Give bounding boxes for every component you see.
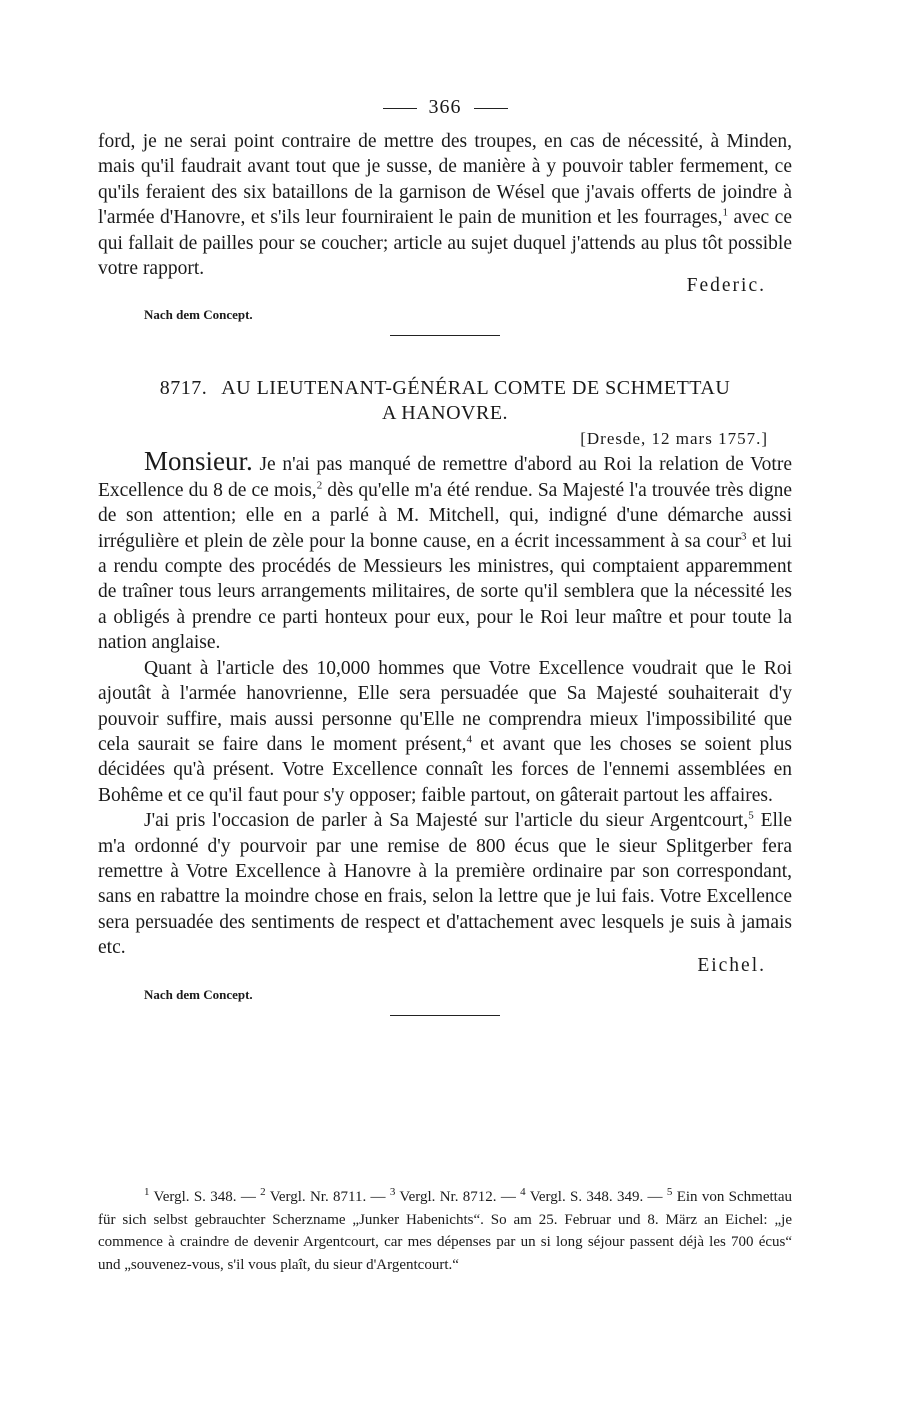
letter1-signature-row xyxy=(98,275,792,303)
paragraph-text: Elle m'a ordonné d'y pourvoir par une remise de 800 écus que le sieur Splitgerber fera remettre à Votre Excellence à Hanovre à la première ordinaire par son correspondant, sans en rabattre la moindre chose en frais, selon la lettre que je lui fais. Votre Excellence sera persuadée des sentiments de respect et d'attachement avec lesquels je suis à jamais etc. xyxy=(98,810,792,959)
footnote-text-3: Vergl. Nr. 8712. — xyxy=(395,1189,521,1205)
letter2-paragraph-1 xyxy=(98,446,792,655)
letter2-paragraph-3 xyxy=(98,808,792,960)
footnote-divider xyxy=(390,1015,500,1016)
page-number-dash-right xyxy=(474,108,508,109)
footnote-ref-1: 1 xyxy=(722,206,728,219)
footnote-ref-5: 5 xyxy=(748,809,754,822)
footnote-mark-2: 2 xyxy=(260,1186,266,1198)
letter2-heading-line2: A HANOVRE. xyxy=(381,402,509,425)
footnote-block xyxy=(98,1186,792,1276)
footnote-ref-3: 3 xyxy=(740,530,747,543)
letter2-paragraph-2 xyxy=(98,656,792,808)
document-number: 8717. xyxy=(159,377,208,400)
paragraph-text: et avant que les choses se soient plus décidées qu'à présent. Votre Excellence connaît les forces de l'ennemi assemblées en Bohême et ce qu'il faut pour s'y opposer; faible partout, on gâterait partout les affaires. xyxy=(98,733,792,806)
footnote-mark-4: 4 xyxy=(520,1186,526,1198)
paragraph-text: Quant à l'article des 10,000 hommes que Votre Excellence voudrait que le Roi ajoutât à l'armée hanovrienne, Elle sera persuadée que Sa Majesté souhaiterait d'y pouvoir suffire, mais aussi personne qu'Elle ne comprendra mieux l'impossibilité que cela saurait se faire dans le moment présent, xyxy=(98,657,792,755)
letter2-heading xyxy=(98,376,792,426)
letter1-text: ford, je ne serai point contraire de mettre des troupes, en cas de nécessité, à Minden, mais qu'il faudrait avant tout que je susse, de manière à y pouvoir tabler fermement, ce qu'ils feraient des six bataillons de la garnison de Wésel que j'avais offerts de joindre à l'armée d'Hanovre, et s'ils leur fourniraient le pain de munition et les fourrages, xyxy=(98,131,792,229)
page-number: 366 xyxy=(428,96,462,118)
footnote-mark-3: 3 xyxy=(389,1186,396,1198)
paragraph-text: dès qu'elle m'a été rendue. Sa Majesté l'a trouvée très digne de son attention; elle en a parlé à M. Mitchell, qui, indigné d'une démarche aussi irrégulière et plein de zèle pour la bonne cause, en a écrit incessamment à sa cour xyxy=(98,479,792,552)
footnotes xyxy=(98,1186,792,1276)
page-number-line xyxy=(98,96,792,119)
footnote-mark-1: 1 xyxy=(144,1186,150,1198)
letter1-signature: Federic. xyxy=(686,275,766,297)
salutation: Monsieur. xyxy=(144,446,253,477)
footnote-text-5: Ein von Schmettau für sich selbst gebrauchter Scherzname „Junker Habenichts“. So am 25. Februar und 8. März an Eichel: „je commence à craindre de devenir Argentcourt, car mes dépenses par un si long séjour passent déjà les 700 écus“ und „souvenez-vous, s'il vous plaît, du sieur d'Argentcourt.“ xyxy=(98,1189,792,1273)
footnote-text-2: Vergl. Nr. 8711. — xyxy=(265,1189,390,1205)
footnote-text-4: Vergl. S. 348. 349. — xyxy=(525,1189,667,1205)
letter2-addressee: AU LIEUTENANT-GÉNÉRAL COMTE DE SCHMETTAU xyxy=(221,377,731,400)
letter1-body xyxy=(98,129,792,281)
letter2-dateline: [Dresde, 12 mars 1757.] xyxy=(580,429,768,449)
letter2-source-note: Nach dem Concept. xyxy=(144,986,253,1002)
footnote-text-1: Vergl. S. 348. — xyxy=(149,1189,261,1205)
letter1-source-note: Nach dem Concept. xyxy=(144,307,253,323)
letter2-signature-row xyxy=(98,954,792,983)
letter1-text-cont: avec ce qui fallait de pailles pour se coucher; article au sujet duquel j'attends au plus tôt possible votre rapport. xyxy=(98,207,792,280)
page-number-dash-left xyxy=(383,108,417,109)
letter2-heading-line1 xyxy=(98,376,792,401)
paragraph-text: J'ai pris l'occasion de parler à Sa Majesté sur l'article du sieur Argentcourt, xyxy=(144,810,749,832)
footnote-ref-4: 4 xyxy=(466,733,472,746)
letter2-signature: Eichel. xyxy=(697,954,766,976)
section-divider xyxy=(390,335,500,336)
page-body xyxy=(98,96,792,1016)
footnote-ref-2: 2 xyxy=(316,479,323,492)
paragraph-text: et lui a rendu compte des procédés de Messieurs les ministres, qui comptaient apparemment de traîner tous leurs arrangements militaires, de sorte qu'il semblera que la nécessité les a obligés à prendre ce parti honteux pour eux, pour le Roi leur maître et pour toute la nation anglaise. xyxy=(98,530,792,654)
footnote-mark-5: 5 xyxy=(666,1186,673,1198)
paragraph-text: Je n'ai pas manqué de remettre d'abord au Roi la relation de Votre Excellence du 8 de ce mois, xyxy=(98,454,792,501)
